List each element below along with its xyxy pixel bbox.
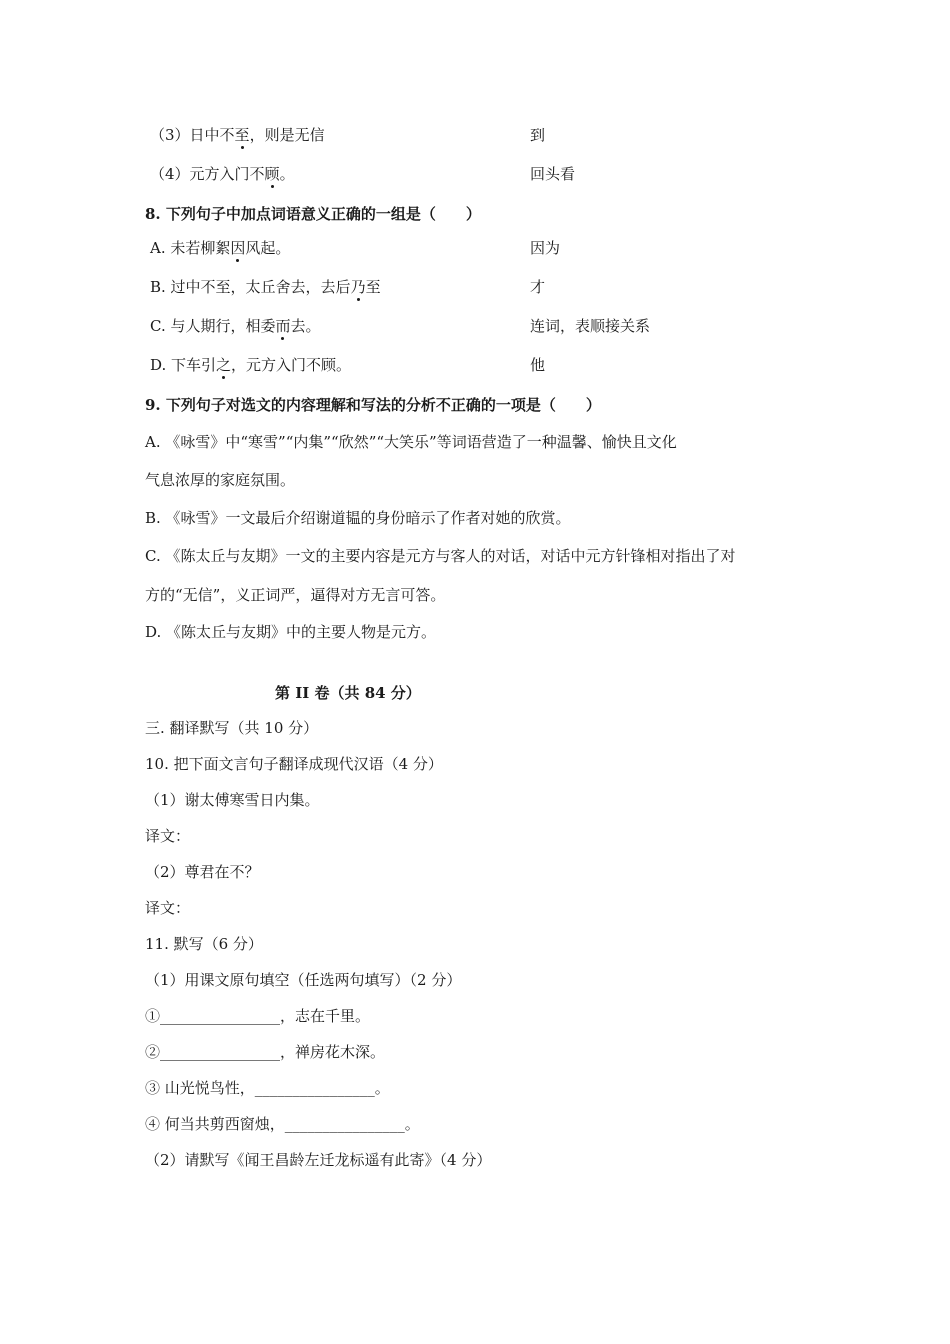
emphasis-dot-char: 而 <box>275 317 291 335</box>
q9-option-a-line1: A. 《咏雪》中“寒雪”“内集”“欣然”“大笑乐”等词语营造了一种温馨、愉快且文化 <box>145 433 677 451</box>
q11-item-2: （2）请默写《闻王昌龄左迁龙标遥有此寄》（4 分） <box>145 1151 492 1169</box>
q8-option-c-answer: 连词，表顺接关系 <box>530 317 651 335</box>
fill-blank-3: ③ 山光悦鸟性，________________。 <box>145 1079 390 1097</box>
q9-stem: 9. 下列句子对选文的内容理解和写法的分析不正确的一项是（ ） <box>145 396 601 414</box>
q11-stem: 11. 默写（6 分） <box>145 935 263 953</box>
q8-option-d-answer: 他 <box>530 356 546 374</box>
q9-option-c-line2: 方的“无信”，义正词严，逼得对方无言可答。 <box>145 586 446 604</box>
q9-option-b: B. 《咏雪》一文最后介绍谢道韫的身份暗示了作者对她的欣赏。 <box>145 509 571 527</box>
emphasis-dot-char: 之 <box>216 356 232 374</box>
q8-option-b-answer: 才 <box>530 278 546 296</box>
translation-label-2: 译文： <box>145 899 191 917</box>
q8-option-b: B. 过中不至，太丘舍去，去后乃至 <box>150 278 381 296</box>
q8-option-d: D. 下车引之，元方入门不顾。 <box>150 356 352 374</box>
q7-item-4: （4）元方入门不顾。 <box>150 165 295 183</box>
part-ii-title: 第 II 卷（共 84 分） <box>275 684 421 702</box>
q7-item-3: （3）日中不至，则是无信 <box>150 126 325 144</box>
emphasis-dot-char: 至 <box>234 126 250 144</box>
fill-blank-4: ④ 何当共剪西窗烛，________________。 <box>145 1115 420 1133</box>
q7-item-3-answer: 到 <box>530 126 546 144</box>
q10-item-2: （2）尊君在不？ <box>145 863 260 881</box>
q8-option-a: A. 未若柳絮因风起。 <box>150 239 291 257</box>
emphasis-dot-char: 顾 <box>264 165 280 183</box>
q9-option-c-line1: C. 《陈太丘与友期》一文的主要内容是元方与客人的对话，对话中元方针锋相对指出了对 <box>145 547 736 565</box>
emphasis-dot-char: 乃 <box>350 278 366 296</box>
emphasis-dot-char: 因 <box>230 239 246 257</box>
translation-label-1: 译文： <box>145 827 191 845</box>
fill-blank-1: ①________________，志在千里。 <box>145 1007 371 1025</box>
q10-stem: 10. 把下面文言句子翻译成现代汉语（4 分） <box>145 755 443 773</box>
q8-option-c: C. 与人期行，相委而去。 <box>150 317 321 335</box>
q9-option-d: D. 《陈太丘与友期》中的主要人物是元方。 <box>145 623 437 641</box>
q9-option-a-line2: 气息浓厚的家庭氛围。 <box>145 471 296 489</box>
section-3-heading: 三. 翻译默写（共 10 分） <box>145 719 319 737</box>
fill-blank-2: ②________________，禅房花木深。 <box>145 1043 386 1061</box>
q7-item-4-answer: 回头看 <box>530 165 576 183</box>
q10-item-1: （1）谢太傅寒雪日内集。 <box>145 791 320 809</box>
q8-option-a-answer: 因为 <box>530 239 561 257</box>
q8-stem: 8. 下列句子中加点词语意义正确的一组是（ ） <box>145 205 481 223</box>
q11-item-1: （1）用课文原句填空（任选两句填写）（2 分） <box>145 971 462 989</box>
